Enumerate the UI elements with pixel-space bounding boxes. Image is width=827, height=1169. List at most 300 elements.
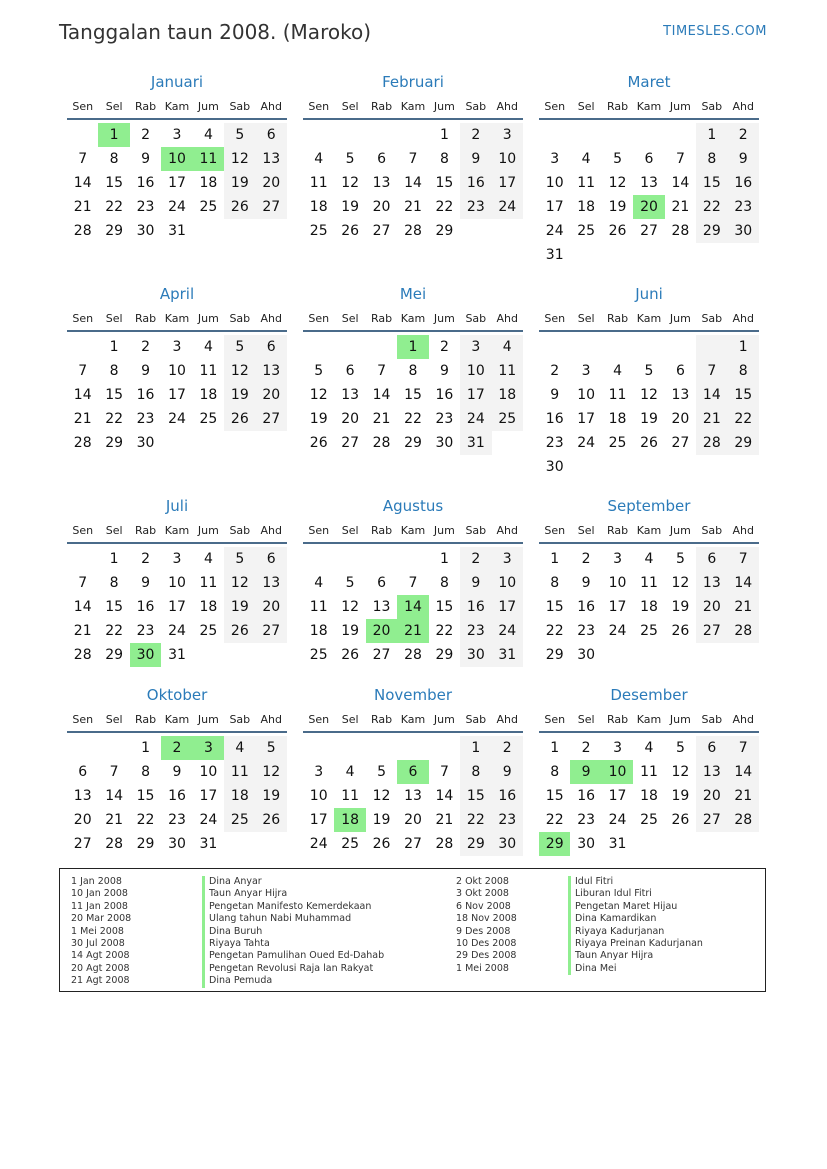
day-grid — [67, 123, 287, 243]
day-cell: 15 — [435, 599, 454, 615]
empty-cell — [633, 243, 664, 267]
day-cell: 29 — [435, 647, 454, 663]
weekday-label: Sen — [308, 312, 330, 325]
empty-cell — [256, 643, 287, 667]
day-cell: 21 — [73, 623, 92, 639]
holiday-day-cell: 11 — [193, 147, 224, 171]
month-april — [67, 284, 287, 455]
day-cell: 7 — [696, 359, 727, 383]
day-cell: 1 — [439, 551, 449, 567]
day-cell: 15 — [136, 788, 155, 804]
day-cell: 14 — [404, 175, 422, 191]
day-cell: 14 — [728, 571, 759, 595]
weekday-label: Sel — [105, 524, 123, 537]
legend-holiday-name: Riyaya Kadurjanan — [568, 926, 703, 938]
day-cell: 23 — [168, 812, 186, 828]
day-cell: 11 — [341, 788, 360, 804]
day-cell: 9 — [492, 760, 523, 784]
empty-cell — [366, 335, 397, 359]
weekday-label: Jum — [197, 312, 219, 325]
empty-cell — [303, 335, 334, 359]
holiday-legend — [59, 868, 766, 992]
weekday-label: Kam — [400, 713, 426, 726]
day-cell: 9 — [581, 575, 591, 591]
weekday-label: Sab — [465, 713, 487, 726]
day-cell: 16 — [435, 387, 454, 403]
weekday-label: Sel — [577, 100, 595, 113]
day-cell: 25 — [309, 223, 328, 239]
weekday-label: Ahd — [732, 524, 754, 537]
weekday-label: Kam — [400, 100, 426, 113]
day-cell: 19 — [372, 812, 391, 828]
legend-names-left — [202, 876, 384, 988]
empty-cell — [633, 123, 664, 147]
day-cell: 16 — [136, 387, 155, 403]
day-cell: 4 — [644, 551, 654, 567]
weekday-label: Rab — [370, 524, 393, 537]
day-cell: 18 — [224, 784, 255, 808]
day-cell: 11 — [608, 387, 627, 403]
day-cell: 15 — [105, 387, 124, 403]
empty-cell — [696, 335, 727, 359]
day-grid — [539, 547, 759, 667]
day-cell: 28 — [696, 431, 727, 455]
day-cell: 27 — [671, 435, 690, 451]
month-name: Agustus — [382, 497, 444, 515]
day-cell: 21 — [73, 411, 92, 427]
day-cell: 21 — [435, 812, 454, 828]
day-cell: 12 — [608, 175, 627, 191]
legend-date: 3 Okt 2008 — [456, 888, 509, 900]
day-cell: 7 — [675, 151, 685, 167]
day-cell: 18 — [608, 411, 627, 427]
empty-cell — [67, 123, 98, 147]
day-cell: 9 — [460, 147, 491, 171]
weekday-label: Kam — [636, 524, 662, 537]
day-cell: 15 — [545, 788, 564, 804]
weekday-label: Sen — [544, 524, 566, 537]
day-cell: 18 — [199, 599, 218, 615]
weekday-label: Sen — [72, 713, 94, 726]
empty-cell — [570, 123, 601, 147]
day-cell: 31 — [168, 647, 186, 663]
weekday-label: Rab — [370, 713, 393, 726]
holiday-day-cell: 20 — [366, 619, 397, 643]
day-grid — [303, 736, 523, 856]
day-cell: 1 — [141, 740, 151, 756]
month-januari — [67, 72, 287, 243]
day-cell: 20 — [256, 595, 287, 619]
day-cell: 29 — [460, 832, 491, 856]
day-cell: 4 — [203, 339, 213, 355]
empty-cell — [602, 123, 633, 147]
day-cell: 26 — [671, 623, 690, 639]
day-cell: 17 — [492, 595, 523, 619]
day-cell: 12 — [256, 760, 287, 784]
legend-holiday-name: Taun Anyar Hijra — [568, 950, 703, 962]
weekday-label: Kam — [636, 312, 662, 325]
day-cell: 1 — [460, 736, 491, 760]
day-cell: 2 — [550, 363, 560, 379]
month-name: Juni — [635, 285, 663, 303]
day-cell: 5 — [224, 123, 255, 147]
day-cell: 11 — [577, 175, 596, 191]
day-cell: 23 — [492, 808, 523, 832]
weekday-label: Sen — [544, 100, 566, 113]
day-cell: 13 — [671, 387, 690, 403]
day-cell: 23 — [577, 623, 596, 639]
day-cell: 13 — [372, 175, 391, 191]
day-cell: 31 — [545, 247, 564, 263]
holiday-day-cell: 9 — [570, 760, 601, 784]
empty-cell — [728, 455, 759, 479]
empty-cell — [633, 455, 664, 479]
day-cell: 26 — [256, 808, 287, 832]
day-cell: 17 — [168, 175, 186, 191]
weekday-header — [539, 308, 759, 332]
weekday-label: Rab — [134, 312, 157, 325]
day-cell: 9 — [728, 147, 759, 171]
day-cell: 10 — [608, 575, 627, 591]
weekday-label: Jum — [197, 524, 219, 537]
day-cell: 13 — [73, 788, 92, 804]
day-cell: 4 — [644, 740, 654, 756]
empty-cell — [256, 219, 287, 243]
empty-cell — [602, 643, 633, 667]
day-cell: 22 — [545, 812, 564, 828]
day-cell: 21 — [728, 595, 759, 619]
day-cell: 30 — [435, 435, 454, 451]
empty-cell — [193, 219, 224, 243]
day-cell: 8 — [439, 151, 449, 167]
day-cell: 29 — [105, 647, 124, 663]
day-cell: 2 — [460, 547, 491, 571]
day-cell: 19 — [224, 383, 255, 407]
day-cell: 4 — [203, 127, 213, 143]
day-cell: 29 — [545, 647, 564, 663]
day-grid — [539, 123, 759, 267]
day-grid — [539, 335, 759, 479]
day-cell: 12 — [671, 575, 690, 591]
day-cell: 21 — [404, 199, 422, 215]
day-cell: 19 — [256, 784, 287, 808]
day-cell: 13 — [372, 599, 391, 615]
day-cell: 13 — [640, 175, 658, 191]
day-grid — [67, 335, 287, 455]
day-cell: 31 — [168, 223, 186, 239]
weekday-label: Ahd — [732, 312, 754, 325]
day-cell: 23 — [435, 411, 454, 427]
day-cell: 14 — [372, 387, 391, 403]
day-cell: 2 — [581, 551, 591, 567]
weekday-label: Ahd — [496, 524, 518, 537]
empty-cell — [193, 643, 224, 667]
day-cell: 22 — [105, 411, 124, 427]
brand-logo[interactable]: TIMESLES.COM — [663, 24, 767, 39]
day-cell: 28 — [73, 223, 92, 239]
day-cell: 17 — [168, 599, 186, 615]
day-cell: 27 — [256, 407, 287, 431]
day-cell: 6 — [256, 123, 287, 147]
weekday-label: Ahd — [260, 713, 282, 726]
day-cell: 5 — [314, 363, 324, 379]
day-cell: 9 — [550, 387, 560, 403]
day-cell: 16 — [728, 171, 759, 195]
empty-cell — [256, 431, 287, 455]
day-cell: 10 — [309, 788, 328, 804]
weekday-label: Kam — [400, 524, 426, 537]
weekday-header — [539, 709, 759, 733]
weekday-label: Jum — [669, 312, 691, 325]
day-cell: 5 — [675, 740, 685, 756]
day-cell: 25 — [224, 808, 255, 832]
weekday-label: Sab — [465, 100, 487, 113]
legend-holiday-name: Riyaya Preinan Kadurjanan — [568, 938, 703, 950]
day-cell: 16 — [460, 595, 491, 619]
day-cell: 22 — [404, 411, 422, 427]
day-cell: 8 — [141, 764, 151, 780]
page-title: Tanggalan taun 2008. (Maroko) — [59, 20, 371, 44]
day-cell: 20 — [696, 784, 727, 808]
day-cell: 26 — [341, 223, 360, 239]
day-cell: 22 — [696, 195, 727, 219]
day-cell: 7 — [78, 151, 88, 167]
day-cell: 6 — [256, 335, 287, 359]
weekday-header — [303, 520, 523, 544]
day-cell: 22 — [105, 623, 124, 639]
day-cell: 9 — [460, 571, 491, 595]
month-name: Januari — [150, 73, 204, 91]
day-cell: 20 — [671, 411, 690, 427]
empty-cell — [539, 335, 570, 359]
empty-cell — [303, 547, 334, 571]
weekday-label: Sel — [105, 100, 123, 113]
day-cell: 11 — [309, 599, 328, 615]
weekday-label: Sab — [701, 100, 723, 113]
day-cell: 19 — [640, 411, 658, 427]
day-cell: 17 — [608, 599, 627, 615]
month-september — [539, 496, 759, 667]
empty-cell — [334, 123, 365, 147]
day-cell: 8 — [460, 760, 491, 784]
holiday-day-cell: 21 — [397, 619, 428, 643]
legend-dates-right — [456, 876, 517, 975]
day-cell: 6 — [345, 363, 355, 379]
day-cell: 27 — [73, 836, 92, 852]
legend-holiday-name: Pengetan Maret Hijau — [568, 901, 703, 913]
empty-cell — [728, 643, 759, 667]
day-cell: 15 — [460, 784, 491, 808]
day-cell: 4 — [314, 151, 324, 167]
weekday-label: Jum — [197, 100, 219, 113]
empty-cell — [728, 243, 759, 267]
day-cell: 3 — [550, 151, 560, 167]
day-cell: 6 — [644, 151, 654, 167]
day-cell: 22 — [105, 199, 124, 215]
legend-date: 10 Jan 2008 — [71, 888, 128, 900]
empty-cell — [570, 455, 601, 479]
day-cell: 6 — [78, 764, 88, 780]
day-cell: 25 — [341, 836, 360, 852]
legend-date: 20 Mar 2008 — [71, 913, 132, 925]
day-cell: 24 — [168, 199, 186, 215]
weekday-label: Jum — [197, 713, 219, 726]
weekday-header — [67, 308, 287, 332]
weekday-header — [67, 709, 287, 733]
day-cell: 25 — [608, 435, 627, 451]
empty-cell — [602, 243, 633, 267]
day-cell: 25 — [640, 812, 658, 828]
weekday-label: Ahd — [260, 524, 282, 537]
day-cell: 7 — [78, 363, 88, 379]
empty-cell — [224, 431, 255, 455]
day-cell: 11 — [640, 764, 658, 780]
day-cell: 5 — [675, 551, 685, 567]
day-cell: 25 — [199, 199, 218, 215]
day-cell: 18 — [577, 199, 596, 215]
day-cell: 29 — [435, 223, 454, 239]
day-cell: 3 — [314, 764, 324, 780]
day-cell: 4 — [581, 151, 591, 167]
weekday-label: Jum — [433, 312, 455, 325]
day-cell: 8 — [728, 359, 759, 383]
day-cell: 29 — [136, 836, 155, 852]
day-cell: 22 — [460, 808, 491, 832]
month-name: Mei — [399, 285, 427, 303]
day-cell: 9 — [141, 363, 151, 379]
day-cell: 8 — [550, 764, 560, 780]
day-grid — [303, 123, 523, 243]
day-cell: 20 — [73, 812, 92, 828]
day-cell: 2 — [581, 740, 591, 756]
day-cell: 29 — [728, 431, 759, 455]
day-cell: 18 — [309, 623, 328, 639]
holiday-day-cell: 3 — [193, 736, 224, 760]
day-cell: 23 — [728, 195, 759, 219]
day-cell: 25 — [640, 623, 658, 639]
day-cell: 10 — [168, 363, 186, 379]
day-cell: 24 — [168, 623, 186, 639]
day-cell: 8 — [109, 363, 119, 379]
weekday-label: Jum — [433, 524, 455, 537]
empty-cell — [67, 335, 98, 359]
month-maret — [539, 72, 759, 267]
empty-cell — [334, 547, 365, 571]
day-cell: 18 — [640, 599, 658, 615]
legend-holiday-name: Dina Buruh — [202, 926, 384, 938]
day-cell: 20 — [256, 171, 287, 195]
month-name: Maret — [627, 73, 671, 91]
day-cell: 16 — [545, 411, 564, 427]
day-cell: 24 — [199, 812, 218, 828]
day-cell: 25 — [577, 223, 596, 239]
day-cell: 26 — [608, 223, 627, 239]
weekday-label: Sab — [229, 312, 251, 325]
legend-holiday-name: Idul Fitri — [568, 876, 703, 888]
day-cell: 26 — [224, 195, 255, 219]
day-cell: 26 — [309, 435, 328, 451]
day-cell: 7 — [439, 764, 449, 780]
empty-cell — [193, 431, 224, 455]
empty-cell — [397, 123, 428, 147]
empty-cell — [366, 736, 397, 760]
weekday-header — [67, 520, 287, 544]
weekday-label: Sen — [544, 713, 566, 726]
day-cell: 28 — [728, 808, 759, 832]
day-grid — [67, 547, 287, 667]
day-cell: 7 — [377, 363, 387, 379]
weekday-label: Kam — [164, 312, 190, 325]
weekday-label: Sab — [701, 713, 723, 726]
day-cell: 17 — [545, 199, 564, 215]
empty-cell — [570, 335, 601, 359]
day-cell: 1 — [550, 740, 560, 756]
day-cell: 23 — [545, 435, 564, 451]
weekday-label: Rab — [370, 312, 393, 325]
empty-cell — [67, 736, 98, 760]
legend-holiday-name: Riyaya Tahta — [202, 938, 384, 950]
weekday-label: Ahd — [260, 100, 282, 113]
empty-cell — [633, 335, 664, 359]
weekday-header — [539, 520, 759, 544]
empty-cell — [665, 455, 696, 479]
day-cell: 10 — [168, 575, 186, 591]
month-name: Oktober — [146, 686, 208, 704]
day-cell: 21 — [728, 784, 759, 808]
day-cell: 16 — [577, 788, 596, 804]
day-cell: 21 — [73, 199, 92, 215]
month-februari — [303, 72, 523, 243]
weekday-label: Sel — [105, 312, 123, 325]
day-cell: 29 — [696, 219, 727, 243]
day-cell: 6 — [256, 547, 287, 571]
empty-cell — [224, 643, 255, 667]
month-name: September — [607, 497, 691, 515]
day-cell: 7 — [408, 151, 418, 167]
day-cell: 31 — [608, 836, 627, 852]
day-cell: 21 — [671, 199, 690, 215]
day-cell: 27 — [256, 619, 287, 643]
day-cell: 30 — [728, 219, 759, 243]
weekday-label: Sab — [229, 713, 251, 726]
day-cell: 4 — [492, 335, 523, 359]
weekday-header — [303, 709, 523, 733]
legend-names-right — [568, 876, 703, 975]
day-cell: 18 — [199, 175, 218, 191]
day-cell: 27 — [640, 223, 658, 239]
holiday-day-cell: 30 — [130, 643, 161, 667]
empty-cell — [98, 736, 129, 760]
legend-holiday-name: Liburan Idul Fitri — [568, 888, 703, 900]
day-cell: 3 — [492, 123, 523, 147]
day-cell: 12 — [640, 387, 658, 403]
day-cell: 20 — [256, 383, 287, 407]
day-cell: 13 — [256, 571, 287, 595]
day-cell: 11 — [640, 575, 658, 591]
weekday-label: Ahd — [260, 312, 282, 325]
month-mei — [303, 284, 523, 455]
weekday-label: Sab — [465, 312, 487, 325]
day-cell: 23 — [136, 411, 155, 427]
empty-cell — [334, 736, 365, 760]
day-cell: 11 — [199, 575, 218, 591]
day-cell: 29 — [404, 435, 422, 451]
month-juni — [539, 284, 759, 479]
empty-cell — [696, 243, 727, 267]
legend-date: 9 Des 2008 — [456, 925, 511, 937]
day-cell: 15 — [728, 383, 759, 407]
holiday-day-cell: 1 — [397, 335, 428, 359]
